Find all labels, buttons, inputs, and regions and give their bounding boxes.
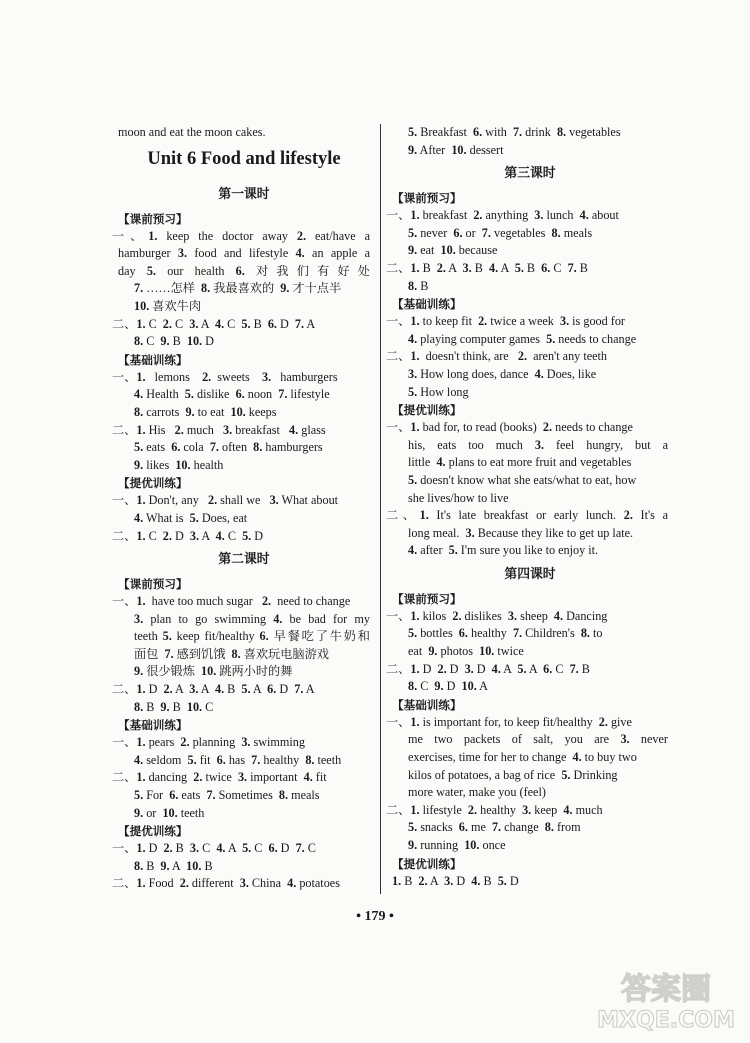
answer-line: 4. playing computer games 5. needs to change <box>408 331 637 346</box>
item-number: 10. <box>440 243 456 258</box>
item-number: 7. <box>569 661 579 676</box>
item-number: 4. <box>572 750 582 765</box>
item-number: 4. <box>134 752 144 767</box>
item-number: 1. <box>136 594 146 609</box>
answer-line: 8. B 9. B 10. C <box>134 699 214 714</box>
answer-line: 8. carrots 9. to eat 10. keeps <box>134 404 277 419</box>
item-number: 10. <box>186 334 203 349</box>
answer-line: 一、1. is important for, to keep fit/healthy 2. give <box>386 714 632 729</box>
answer-line: 一、1. pears 2. planning 3. swimming <box>112 735 305 750</box>
section-heading: 【提优训练】 <box>392 856 462 871</box>
answer-line: 面包 7. 感到饥饿 8. 喜欢玩电脑游戏 <box>134 646 329 661</box>
item-number: 8. <box>551 225 561 240</box>
section-heading: 【提优训练】 <box>118 476 188 491</box>
item-number: 7. <box>278 387 288 402</box>
section-heading: 【课前预习】 <box>118 211 188 226</box>
item-number: 4. <box>408 543 418 558</box>
answer-line: 二、1. B 2. A 3. B 4. A 5. B 6. C 7. B <box>386 260 588 275</box>
item-number: 4. <box>215 528 225 543</box>
section-heading: 【基础训练】 <box>118 718 188 733</box>
answer-line: 8. C 9. B 10. D <box>134 334 214 349</box>
column-divider <box>380 124 381 894</box>
item-number: 6. <box>171 440 181 455</box>
item-number: 4. <box>287 876 297 891</box>
item-number: 8. <box>253 440 263 455</box>
item-number: 1. <box>410 714 420 729</box>
answer-line: moon and eat the moon cakes. <box>118 125 266 139</box>
answer-line: 8. B <box>408 278 429 293</box>
answer-line: exercises, time for her to change 4. to buy two <box>408 750 637 765</box>
item-number: 2. <box>478 314 488 329</box>
item-number: 9. <box>280 281 290 296</box>
item-number: 9. <box>434 679 444 694</box>
answer-line: long meal. 3. Because they like to get up late. <box>408 525 634 540</box>
item-number: 1. <box>136 493 146 508</box>
answer-line: 一、1. kilos 2. dislikes 3. sheep 4. Dancing <box>386 608 608 623</box>
item-number: 3. <box>189 316 199 331</box>
item-number: 3. <box>189 528 200 543</box>
item-number: 3. <box>462 260 472 275</box>
item-number: 2. <box>162 316 172 331</box>
item-number: 10. <box>134 298 150 313</box>
item-number: 8. <box>134 699 144 714</box>
answer-line: 4. after 5. I'm sure you like to enjoy it. <box>408 543 599 558</box>
item-number: 6. <box>268 841 278 856</box>
item-number: 1. <box>410 314 420 329</box>
section-heading: 【基础训练】 <box>118 352 188 367</box>
item-number: 6. <box>216 752 226 767</box>
item-number: 4. <box>491 661 501 676</box>
item-number: 5. <box>162 629 172 644</box>
item-number: 5. <box>408 384 418 399</box>
item-number: 5. <box>448 543 458 558</box>
item-number: 2. <box>174 422 184 437</box>
answer-line: 一、1. D 2. B 3. C 4. A 5. C 6. D 7. C <box>112 841 316 856</box>
answer-line: me two packets of salt, you are 3. never <box>408 732 668 747</box>
item-number: 3. <box>239 876 249 891</box>
item-number: 9. <box>160 858 170 873</box>
item-number: 1. <box>410 608 420 623</box>
answer-line: kilos of potatoes, a bag of rice 5. Drinking <box>408 767 618 782</box>
item-number: 1. <box>136 735 146 750</box>
item-number: 3. <box>261 369 272 384</box>
item-number: 10. <box>162 805 178 820</box>
item-number: 5. <box>242 841 252 856</box>
item-number: 6. <box>541 260 551 275</box>
answer-line: 10. 喜欢牛肉 <box>134 298 202 313</box>
item-number: 4. <box>553 608 564 623</box>
item-number: 3. <box>507 608 518 623</box>
answer-line: 1. B 2. A 3. D 4. B 5. D <box>392 873 519 888</box>
section-heading: 【课前预习】 <box>392 591 462 606</box>
answer-line: 二、1. C 2. C 3. A 4. C 5. B 6. D 7. A <box>112 316 316 331</box>
answer-line: 二、1. doesn't think, are 2. aren't any teeth <box>386 349 608 364</box>
answer-line: 二、1. lifestyle 2. healthy 3. keep 4. much <box>386 802 603 817</box>
item-number: 8. <box>231 646 241 661</box>
item-number: 2. <box>467 802 478 817</box>
item-number: 4. <box>408 331 418 346</box>
item-number: 9. <box>134 457 144 472</box>
answer-line: 5. eats 6. cola 7. often 8. hamburgers <box>134 440 323 455</box>
answer-line: little 4. plans to eat more fruit and vegetables <box>408 455 632 470</box>
item-number: 9. <box>408 838 418 852</box>
section-heading: 【提优训练】 <box>392 403 462 418</box>
item-number: 8. <box>408 679 418 694</box>
item-number: 4. <box>579 208 589 223</box>
item-number: 2. <box>207 493 218 508</box>
answer-line: 9. likes 10. health <box>134 457 224 472</box>
item-number: 8. <box>134 858 144 873</box>
item-number: 9. <box>185 404 195 419</box>
answer-line: 5. snacks 6. me 7. change 8. from <box>408 820 581 835</box>
section-heading: 【提优训练】 <box>118 824 188 839</box>
lesson-heading: 第二课时 <box>218 552 270 568</box>
item-number: 10. <box>461 679 477 694</box>
item-number: 5. <box>146 263 156 278</box>
item-number: 5. <box>546 331 556 346</box>
item-number: 5. <box>189 510 199 525</box>
item-number: 3. <box>465 525 475 540</box>
answer-line: 一、1. breakfast 2. anything 3. lunch 4. about <box>386 208 619 223</box>
answer-line: 9. running 10. once <box>408 838 506 852</box>
item-number: 1. <box>410 661 420 676</box>
answer-line: 5. Breakfast 6. with 7. drink 8. vegetables <box>408 125 621 139</box>
item-number: 4. <box>216 841 226 856</box>
item-number: 5. <box>241 316 251 331</box>
item-number: 2. <box>163 682 173 697</box>
item-number: 5. <box>134 440 144 455</box>
item-number: 10. <box>464 838 480 852</box>
item-number: 1. <box>410 208 420 223</box>
item-number: 7. <box>251 752 261 767</box>
item-number: 2. <box>517 349 527 364</box>
section-heading: 【课前预习】 <box>118 577 188 592</box>
answer-line: eat 9. photos 10. twice <box>408 644 524 659</box>
item-number: 8. <box>134 334 144 349</box>
answer-line: she lives/how to live <box>408 490 509 505</box>
item-number: 5. <box>514 260 524 275</box>
answer-line: 9. After 10. dessert <box>408 142 504 157</box>
item-number: 6. <box>543 661 553 676</box>
item-number: 1. <box>136 528 146 543</box>
item-number: 1. <box>136 316 146 331</box>
item-number: 3. <box>189 682 199 697</box>
answer-line: 二、1. Food 2. different 3. China 4. potatoes <box>112 876 340 891</box>
item-number: 2. <box>623 508 633 523</box>
item-number: 2. <box>542 420 553 435</box>
item-number: 3. <box>444 873 454 888</box>
item-number: 3. <box>237 770 248 785</box>
watermark-line1: 答案圈 <box>621 972 711 1007</box>
item-number: 5. <box>408 225 418 240</box>
answer-line: 9. eat 10. because <box>408 243 498 258</box>
item-number: 4. <box>471 873 481 888</box>
item-number: 1. <box>136 770 146 785</box>
item-number: 5. <box>241 682 251 697</box>
answer-line: 9. 很少锻炼 10. 跳两小时的舞 <box>134 664 293 679</box>
item-number: 2. <box>296 228 307 243</box>
item-number: 9. <box>134 805 144 820</box>
item-number: 7. <box>206 788 216 803</box>
answer-line: 4. What is 5. Does, eat <box>134 510 248 525</box>
item-number: 6. <box>458 820 468 835</box>
item-number: 2. <box>179 876 189 891</box>
item-number: 2. <box>452 608 462 623</box>
answer-line: 二、1. D 2. D 3. D 4. A 5. A 6. C 7. B <box>386 661 590 676</box>
answer-line: 8. B 9. A 10. B <box>134 858 213 873</box>
answer-line: 4. seldom 5. fit 6. has 7. healthy 8. teeth <box>134 752 342 767</box>
item-number: 4. <box>488 260 499 275</box>
item-number: 6. <box>472 125 483 139</box>
item-number: 1. <box>392 873 402 888</box>
unit-title: Unit 6 Food and lifestyle <box>147 148 341 169</box>
item-number: 5. <box>408 626 418 641</box>
item-number: 9. <box>408 243 418 258</box>
item-number: 8. <box>408 278 418 293</box>
item-number: 2. <box>163 841 173 856</box>
item-number: 1. <box>136 422 146 437</box>
item-number: 8. <box>544 820 554 835</box>
item-number: 2. <box>193 770 203 785</box>
section-heading: 【基础训练】 <box>392 297 462 312</box>
lesson-heading: 第一课时 <box>218 186 270 202</box>
item-number: 4. <box>303 770 313 785</box>
item-number: 6. <box>235 263 245 278</box>
item-number: 6. <box>267 316 277 331</box>
item-number: 4. <box>214 316 225 331</box>
item-number: 3. <box>134 611 144 626</box>
item-number: 3. <box>177 246 188 261</box>
item-number: 6. <box>453 225 463 240</box>
item-number: 5. <box>408 125 418 139</box>
item-number: 9. <box>160 334 170 349</box>
item-number: 1. <box>148 228 158 243</box>
item-number: 1. <box>410 420 420 435</box>
answer-line: 3. plan to go swimming 4. be bad for my <box>134 611 370 626</box>
answer-line: 一、1. to keep fit 2. twice a week 3. is good for <box>386 314 625 329</box>
item-number: 5. <box>408 820 418 835</box>
item-number: 6. <box>458 626 468 641</box>
item-number: 8. <box>201 281 211 296</box>
section-heading: 【课前预习】 <box>392 191 462 206</box>
item-number: 9. <box>428 644 438 659</box>
item-number: 7. <box>294 682 304 697</box>
right-column <box>386 124 669 890</box>
item-number: 7. <box>567 260 577 275</box>
watermark-line2: MXQE.COM <box>597 1008 735 1033</box>
answer-line: 一、1. keep the doctor away 2. eat/have a <box>112 228 370 243</box>
answer-line: 二、1. It's late breakfast or early lunch. 2. It's a <box>386 508 668 523</box>
item-number: 5. <box>134 788 144 803</box>
item-number: 8. <box>580 626 590 641</box>
section-heading: 【基础训练】 <box>392 697 462 712</box>
item-number: 3. <box>534 437 544 452</box>
item-number: 4. <box>134 387 144 402</box>
item-number: 1. <box>136 841 146 856</box>
answer-line: 5. bottles 6. healthy 7. Children's 8. to <box>408 626 603 641</box>
item-number: 3. <box>269 493 279 508</box>
item-number: 2. <box>598 714 608 729</box>
item-number: 6. <box>259 629 269 644</box>
watermark-logo <box>596 963 736 1035</box>
item-number: 1. <box>136 369 146 384</box>
item-number: 2. <box>437 661 447 676</box>
answer-line: 9. or 10. teeth <box>134 805 205 820</box>
item-number: 3. <box>620 732 630 747</box>
answer-line: day 5. our health 6. 对我们有好处 <box>118 263 370 278</box>
left-column <box>112 124 370 893</box>
answer-line: 5. How long <box>408 384 469 399</box>
page-number: • 179 • <box>356 909 394 924</box>
answer-line: teeth 5. keep fit/healthy 6. 早餐吃了牛奶和 <box>134 629 370 644</box>
item-number: 8. <box>278 788 289 803</box>
lesson-heading: 第四课时 <box>504 566 556 582</box>
item-number: 5. <box>408 472 418 487</box>
item-number: 4. <box>289 422 299 437</box>
item-number: 6. <box>169 788 179 803</box>
item-number: 5. <box>517 661 527 676</box>
answer-line: 二、1. His 2. much 3. breakfast 4. glass <box>112 422 326 437</box>
item-number: 10. <box>451 142 467 157</box>
item-number: 7. <box>164 646 174 661</box>
answer-line: 一、1. lemons 2. sweets 3. hamburgers <box>112 369 338 384</box>
item-number: 4. <box>436 455 446 470</box>
item-number: 1. <box>136 876 146 891</box>
item-number: 1. <box>410 260 420 275</box>
item-number: 1. <box>136 682 146 697</box>
item-number: 5. <box>184 387 194 402</box>
item-number: 7. <box>512 125 523 139</box>
item-number: 7. <box>512 626 523 641</box>
item-number: 10. <box>186 699 203 714</box>
item-number: 7. <box>491 820 502 835</box>
item-number: 5. <box>187 752 197 767</box>
answer-line: 8. C 9. D 10. A <box>408 679 488 694</box>
answer-line: 3. How long does, dance 4. Does, like <box>408 366 597 381</box>
item-number: 4. <box>273 611 283 626</box>
item-number: 1. <box>410 802 420 817</box>
item-number: 7. <box>209 440 219 455</box>
answer-line: 二、1. D 2. A 3. A 4. B 5. A 6. D 7. A <box>112 682 315 697</box>
item-number: 6. <box>235 387 245 402</box>
item-number: 10. <box>201 664 217 679</box>
item-number: 4. <box>214 682 225 697</box>
item-number: 4. <box>295 246 305 261</box>
item-number: 2. <box>418 873 428 888</box>
answer-line: 4. Health 5. dislike 6. noon 7. lifestyle <box>134 387 330 402</box>
item-number: 2. <box>202 369 212 384</box>
item-number: 10. <box>186 858 202 873</box>
item-number: 5. <box>561 767 571 782</box>
item-number: 7. <box>294 316 305 331</box>
item-number: 3. <box>522 802 532 817</box>
answer-line: hamburger 3. food and lifestyle 4. an apple a <box>118 246 370 261</box>
item-number: 2. <box>473 208 483 223</box>
answer-line: 5. doesn't know what she eats/what to eat, how <box>408 472 637 487</box>
answer-line: 7. ……怎样 8. 我最喜欢的 9. 才十点半 <box>134 281 342 296</box>
item-number: 7. <box>481 225 491 240</box>
item-number: 3. <box>559 314 570 329</box>
item-number: 7. <box>134 281 144 296</box>
item-number: 3. <box>464 661 474 676</box>
item-number: 2. <box>261 594 272 609</box>
item-number: 2. <box>162 528 172 543</box>
answer-line: 一、1. have too much sugar 2. need to change <box>112 594 351 609</box>
item-number: 8. <box>556 125 567 139</box>
item-number: 4. <box>534 366 544 381</box>
item-number: 1. <box>419 508 429 523</box>
item-number: 3. <box>534 208 544 223</box>
answer-line: 5. never 6. or 7. vegetables 8. meals <box>408 225 593 240</box>
item-number: 5. <box>242 528 252 543</box>
answer-line: 一、1. Don't, any 2. shall we 3. What about <box>112 493 339 508</box>
item-number: 9. <box>160 699 170 714</box>
item-number: 10. <box>230 404 246 419</box>
item-number: 3. <box>241 735 251 750</box>
item-number: 4. <box>563 802 573 817</box>
answer-line: 一、1. bad for, to read (books) 2. needs to change <box>386 420 633 435</box>
item-number: 1. <box>410 349 420 364</box>
item-number: 10. <box>479 644 495 659</box>
item-number: 2. <box>180 735 190 750</box>
item-number: 8. <box>134 404 144 419</box>
answer-line: 5. For 6. eats 7. Sometimes 8. meals <box>134 788 320 803</box>
item-number: 7. <box>295 841 305 856</box>
item-number: 10. <box>175 457 191 472</box>
answer-line: 二、1. dancing 2. twice 3. important 4. fit <box>112 770 327 785</box>
item-number: 8. <box>305 752 315 767</box>
item-number: 9. <box>134 664 144 679</box>
answer-line: more water, make you (feel) <box>408 785 546 800</box>
item-number: 3. <box>223 422 233 437</box>
item-number: 4. <box>134 510 144 525</box>
lesson-heading: 第三课时 <box>504 166 556 182</box>
item-number: 5. <box>497 873 507 888</box>
item-number: 2. <box>436 260 446 275</box>
answer-line: his, eats too much 3. feel hungry, but a <box>408 437 669 452</box>
item-number: 9. <box>408 142 418 157</box>
answer-line: 二、1. C 2. D 3. A 4. C 5. D <box>112 528 264 543</box>
item-number: 3. <box>189 841 200 856</box>
item-number: 6. <box>267 682 277 697</box>
item-number: 3. <box>408 366 418 381</box>
